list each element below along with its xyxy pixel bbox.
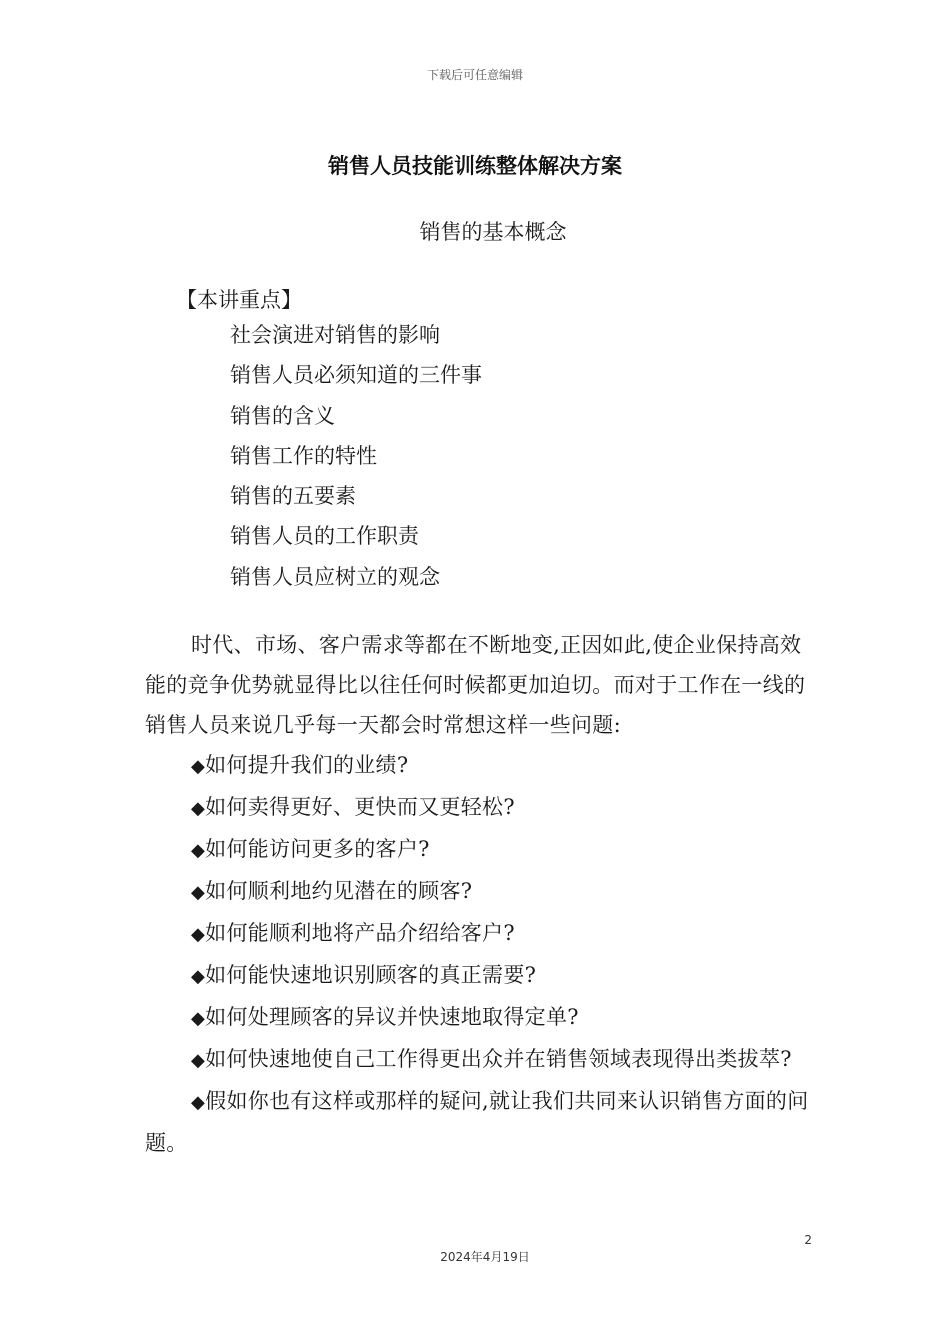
question-text: 假如你也有这样或那样的疑问,就让我们共同来认识销售方面的问题。 — [145, 1089, 809, 1155]
key-point-item: 销售工作的特性 — [230, 443, 377, 468]
question-text: 如何快速地使自己工作得更出众并在销售领域表现得出类拔萃? — [205, 1047, 792, 1071]
question-item — [145, 913, 810, 955]
question-item — [145, 787, 810, 829]
question-text: 如何顺利地约见潜在的顾客? — [205, 879, 473, 903]
key-points-list — [230, 320, 482, 602]
question-text: 如何能快速地识别顾客的真正需要? — [205, 963, 537, 987]
question-text: 如何能访问更多的客户? — [205, 837, 430, 861]
diamond-bullet-icon: ◆ — [191, 1050, 206, 1071]
key-point-item: 销售的含义 — [230, 403, 335, 428]
key-point-item: 销售人员应树立的观念 — [230, 564, 440, 589]
diamond-bullet-icon: ◆ — [191, 840, 206, 861]
question-item — [145, 1081, 810, 1163]
diamond-bullet-icon: ◆ — [191, 756, 206, 777]
section-title: 销售的基本概念 — [419, 220, 567, 244]
intro-paragraph: 时代、市场、客户需求等都在不断地变,正因如此,使企业保持高效能的竞争优势就显得比以往任何时候都更加迫切。而对于工作在一线的销售人员来说几乎每一天都会时常想这样一些问题: — [145, 633, 806, 737]
question-item — [145, 745, 810, 787]
key-point-item: 社会演进对销售的影响 — [230, 323, 440, 347]
page-number: 2 — [804, 1233, 812, 1247]
diamond-bullet-icon: ◆ — [191, 882, 206, 903]
footer-date: 2024年4月19日 — [440, 1250, 530, 1264]
question-item — [145, 871, 810, 913]
diamond-bullet-icon: ◆ — [191, 966, 206, 987]
body-text — [145, 625, 810, 1163]
question-text: 如何提升我们的业绩? — [205, 753, 409, 777]
diamond-bullet-icon: ◆ — [191, 1008, 206, 1029]
question-text: 如何卖得更好、更快而又更轻松? — [205, 795, 515, 819]
key-point-item: 销售的五要素 — [230, 484, 356, 509]
question-item — [145, 1039, 810, 1081]
key-points-label: 【本讲重点】 — [176, 288, 302, 312]
question-item — [145, 829, 810, 871]
question-item — [145, 997, 810, 1039]
key-point-item: 销售人员必须知道的三件事 — [230, 363, 482, 388]
diamond-bullet-icon: ◆ — [191, 798, 206, 819]
document-title: 销售人员技能训练整体解决方案 — [328, 154, 622, 178]
question-text: 如何能顺利地将产品介绍给客户? — [205, 921, 515, 945]
diamond-bullet-icon: ◆ — [191, 1092, 206, 1113]
key-point-item: 销售人员的工作职责 — [230, 524, 419, 549]
question-text: 如何处理顾客的异议并快速地取得定单? — [205, 1005, 579, 1029]
question-item — [145, 955, 810, 997]
diamond-bullet-icon: ◆ — [191, 924, 206, 945]
questions-list — [145, 745, 810, 1163]
header-note: 下载后可任意编辑 — [426, 68, 523, 82]
